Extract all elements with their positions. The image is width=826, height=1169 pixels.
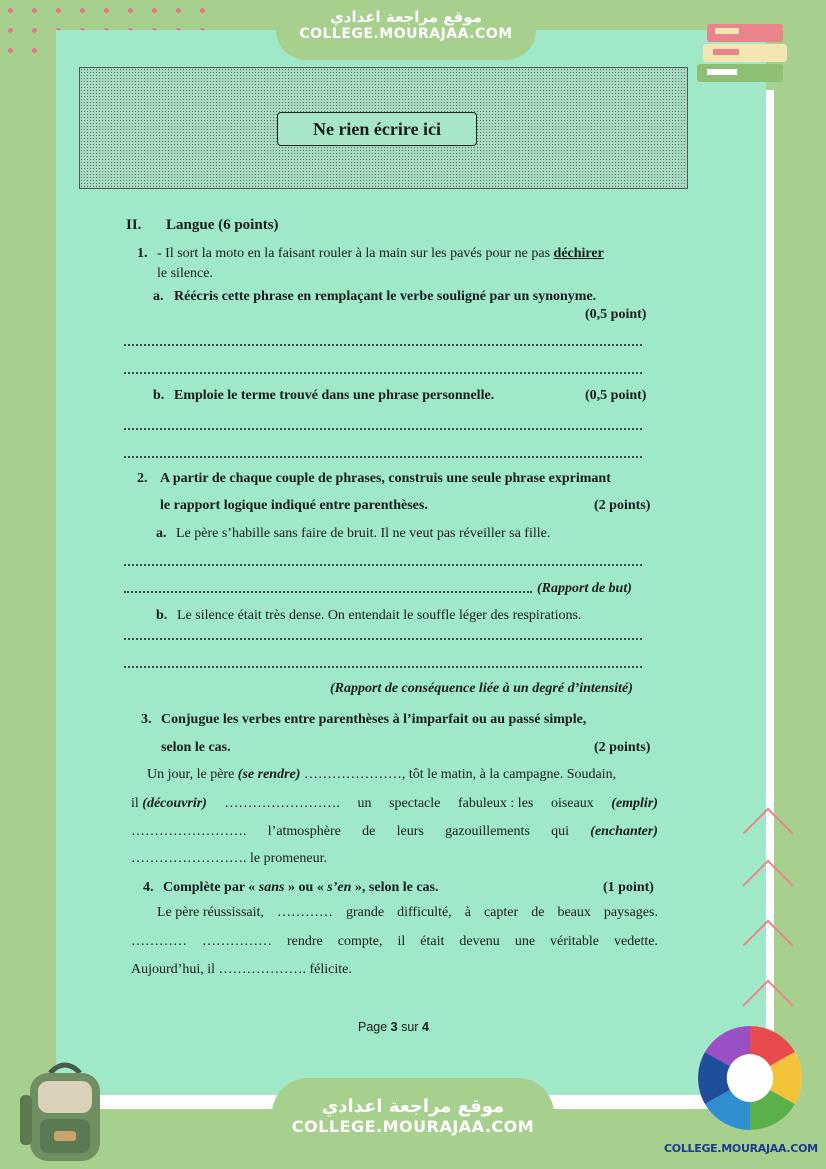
page-current: 3 <box>390 1020 398 1034</box>
section-number: II. <box>126 217 142 233</box>
q4-text: rendre <box>287 934 323 949</box>
q1-number: 1. <box>137 246 148 261</box>
site-banner-bottom[interactable] <box>272 1078 554 1158</box>
q4-text-line1 <box>157 905 658 921</box>
q4-text: à <box>464 905 471 920</box>
q3-text: gazouillements <box>445 824 530 839</box>
q4-instruction-text: » ou « <box>284 880 328 895</box>
q1a-instruction: Réécris cette phrase en remplaçant le verbe souligné par un synonyme. <box>174 289 597 304</box>
answer-line[interactable] <box>124 666 642 668</box>
q3-text: leurs <box>396 824 424 839</box>
answer-line[interactable] <box>124 564 642 566</box>
banner-url: COLLEGE.MOURAJAA.COM <box>291 1117 535 1136</box>
q4-text: paysages. <box>603 905 658 920</box>
header-label: Ne rien écrire ici <box>277 112 477 146</box>
q3-verb: (enchanter) <box>590 824 658 839</box>
q3-blank[interactable]: ……………………. <box>131 824 247 839</box>
q4-number: 4. <box>143 880 154 895</box>
answer-line[interactable] <box>124 456 642 458</box>
q3-text: oiseaux <box>550 796 594 811</box>
q3-text: l’atmosphère <box>267 824 341 839</box>
q1a-points: (0,5 point) <box>585 307 647 322</box>
q1-underlined-verb: déchirer <box>553 246 604 261</box>
q3-text: un <box>357 796 372 811</box>
backpack-icon <box>10 1055 120 1165</box>
q3-text: de <box>362 824 376 839</box>
q1-sentence <box>157 246 604 262</box>
q3-text: il <box>131 796 143 811</box>
q3-verb: (découvrir) <box>142 796 207 811</box>
q4-text: il <box>397 934 406 949</box>
q4-text: difficulté, <box>397 905 452 920</box>
q3-number: 3. <box>141 712 152 727</box>
q1a-label: a. <box>153 289 164 304</box>
books-icon <box>695 14 795 94</box>
q2-number: 2. <box>137 471 148 486</box>
q4-text: était <box>420 934 445 949</box>
q2-instruction-line2: le rapport logique indiqué entre parenthèses. <box>160 498 428 513</box>
q3-verb: (se rendre) <box>237 767 301 782</box>
q4-text: de <box>531 905 545 920</box>
q1-sentence-text: - Il sort la moto en la faisant rouler à la main sur les pavés pour ne pas <box>157 246 554 261</box>
q1-sentence-line2: le silence. <box>157 266 213 281</box>
q3-text-line3 <box>131 824 658 840</box>
q4-points: (1 point) <box>603 880 654 895</box>
q1b-instruction: Emploie le terme trouvé dans une phrase personnelle. <box>174 388 495 403</box>
q4-word-sans: sans <box>258 880 285 895</box>
q2-points: (2 points) <box>594 498 651 513</box>
page-middle: sur <box>397 1020 422 1034</box>
q1b-label: b. <box>153 388 165 403</box>
school-logo-icon <box>695 1018 805 1143</box>
page-total: 4 <box>421 1020 429 1034</box>
q3-points: (2 points) <box>594 740 651 755</box>
q4-text: grande <box>345 905 385 920</box>
q4-instruction-text: », selon le cas. <box>351 880 439 895</box>
q4-instruction-text: Complète par « <box>163 880 259 895</box>
answer-line[interactable] <box>124 428 642 430</box>
q4-text: une <box>514 934 536 949</box>
banner-url: COLLEGE.MOURAJAA.COM <box>299 26 513 42</box>
q2a-label: a. <box>156 526 167 541</box>
q4-text: devenu <box>459 934 500 949</box>
q2a-sentences: Le père s’habille sans faire de bruit. Il ne veut pas réveiller sa fille. <box>176 526 551 541</box>
q4-text: véritable <box>550 934 600 949</box>
q3-text-line2 <box>131 796 658 812</box>
q2a-rapport: (Rapport de but) <box>537 581 632 596</box>
q2b-rapport: (Rapport de conséquence liée à un degré d’intensité) <box>330 681 633 696</box>
q3-text: fabuleux : les <box>457 796 534 811</box>
q4-text: beaux <box>557 905 591 920</box>
page-number <box>358 1020 429 1034</box>
q4-text: capter <box>483 905 519 920</box>
q3-verb: (emplir) <box>611 796 658 811</box>
q3-text: Un jour, le père <box>147 767 238 782</box>
q4-blank[interactable]: ………… <box>131 934 187 949</box>
answer-line[interactable] <box>124 638 642 640</box>
q3-text-line4: ……………………. le promeneur. <box>131 851 327 866</box>
logo-url: COLLEGE.MOURAJAA.COM <box>664 1142 818 1155</box>
answer-line[interactable] <box>124 372 642 374</box>
q3-instruction-line1: Conjugue les verbes entre parenthèses à l’imparfait ou au passé simple, <box>161 712 587 727</box>
q2-instruction-line1: A partir de chaque couple de phrases, construis une seule phrase exprimant <box>160 471 611 486</box>
q4-text-line3: Aujourd’hui, il ………………. félicite. <box>131 962 352 977</box>
page-prefix: Page <box>358 1020 391 1034</box>
q3-blank[interactable]: ……………………. <box>224 796 340 811</box>
q4-blank[interactable]: ………… <box>276 905 333 920</box>
q4-text: Le père réussissait, <box>157 905 264 920</box>
q3-text: …………………, tôt le matin, à la campagne. Soudain, <box>300 767 617 782</box>
q4-word-sen: s’en <box>327 880 352 895</box>
banner-arabic-title: موقع مراجعة اعدادي <box>330 8 482 26</box>
q4-blank[interactable]: …………… <box>202 934 272 949</box>
q4-text-line2 <box>131 934 658 950</box>
q2b-sentences: Le silence était très dense. On entendait le souffle léger des respirations. <box>177 608 582 623</box>
q3-text: qui <box>551 824 570 839</box>
q3-text-line1 <box>147 767 616 783</box>
q4-instruction <box>163 880 439 896</box>
banner-arabic-title: موقع مراجعة اعدادي <box>321 1096 505 1117</box>
q2b-label: b. <box>156 608 168 623</box>
site-banner-top[interactable] <box>276 0 536 60</box>
q4-text: compte, <box>337 934 383 949</box>
q3-instruction-line2: selon le cas. <box>161 740 231 755</box>
answer-line[interactable] <box>124 344 642 346</box>
section-title: Langue (6 points) <box>166 217 279 233</box>
q3-text: spectacle <box>389 796 441 811</box>
q4-text: vedette. <box>614 934 658 949</box>
q1b-points: (0,5 point) <box>585 388 647 403</box>
answer-line[interactable] <box>124 591 532 593</box>
